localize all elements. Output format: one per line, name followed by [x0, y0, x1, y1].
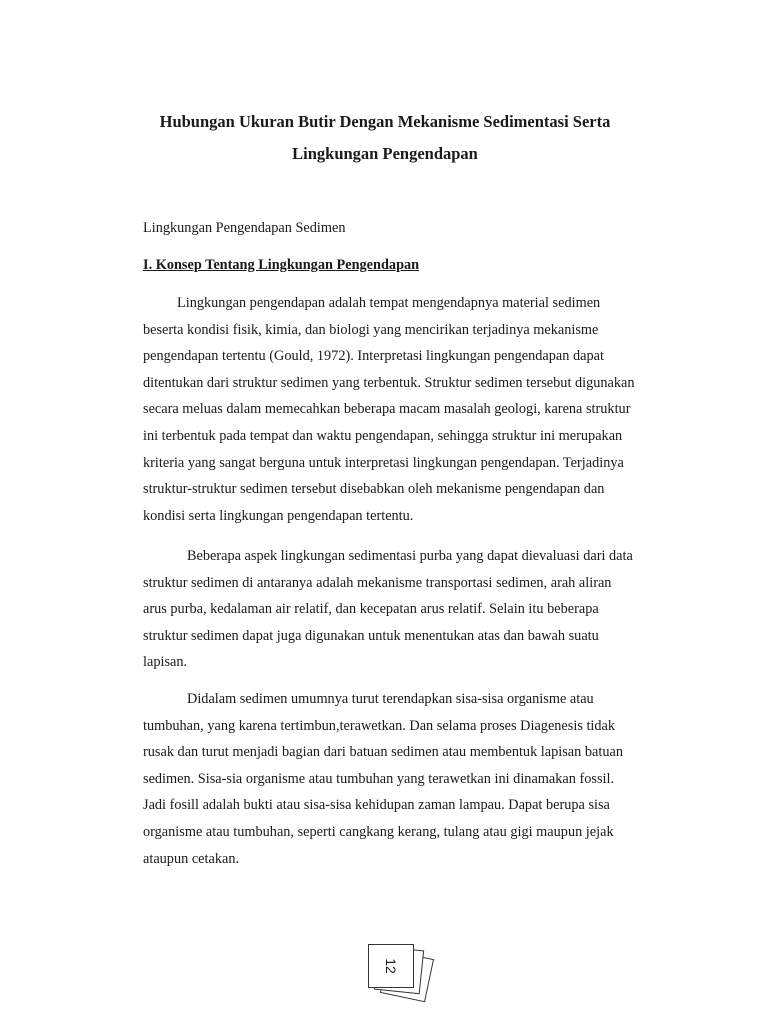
paragraph-2 — [143, 543, 643, 676]
paragraph-line: Lingkungan pengendapan adalah tempat mengendapnya material sedimen — [177, 295, 601, 311]
paragraph-line: ataupun cetakan. — [143, 850, 240, 867]
paragraph-line: sedimen. Sisa-sia organisme atau tumbuhan yang terawetkan ini dinamakan fossil. — [143, 770, 615, 787]
paragraph-line: pengendapan tertentu (Gould, 1972). Interpretasi lingkungan pengendapan dapat — [143, 348, 604, 365]
paragraph-line: ditentukan dari struktur sedimen yang terbentuk. Struktur sedimen tersebut digunakan — [143, 374, 635, 391]
paragraph-line: arus purba, kedalaman air relatif, dan kecepatan arus relatif. Selain itu beberapa — [143, 601, 599, 618]
paragraph-line: Didalam sedimen umumnya turut terendapkan sisa-sisa organisme atau — [187, 691, 594, 707]
paragraph-line: Beberapa aspek lingkungan sedimentasi purba yang dapat dievaluasi dari data — [187, 548, 633, 564]
document-title-line2: Lingkungan Pengendapan — [292, 144, 478, 163]
section-heading: I. Konsep Tentang Lingkungan Pengendapan — [143, 257, 420, 273]
section-label: Lingkungan Pengendapan Sedimen — [143, 220, 346, 236]
paragraph-line: struktur-struktur sedimen tersebut disebabkan oleh mekanisme pengendapan dan — [143, 481, 605, 498]
page-number: 12 — [382, 958, 399, 974]
paragraph-line: lapisan. — [143, 654, 188, 671]
paragraph-line: secara meluas dalam memecahkan beberapa macam masalah geologi, karena struktur — [143, 401, 631, 418]
paragraph-3 — [143, 686, 643, 872]
document-title-line1: Hubungan Ukuran Butir Dengan Mekanisme Sedimentasi Serta — [159, 112, 611, 131]
paragraph-line: tumbuhan, yang karena tertimbun,terawetkan. Dan selama proses Diagenesis tidak — [143, 717, 616, 734]
paragraph-line: rusak dan turut menjadi bagian dari batuan sedimen atau membentuk lapisan batuan — [143, 744, 623, 761]
paragraph-line: beserta kondisi fisik, kimia, dan biologi yang mencirikan terjadinya mekanisme — [143, 321, 599, 338]
page-sheet — [368, 944, 414, 988]
paragraph-line: ini terbentuk pada tempat dan waktu pengendapan, sehingga struktur ini merupakan — [143, 427, 623, 444]
paragraph-line: Jadi fosill adalah bukti atau sisa-sisa kehidupan zaman lampau. Dapat berupa sisa — [143, 797, 610, 814]
paragraph-line: struktur sedimen dapat juga digunakan untuk menentukan atas dan bawah suatu — [143, 627, 599, 644]
paragraph-line: kriteria yang sangat berguna untuk interpretasi lingkungan pengendapan. Terjadinya — [143, 454, 624, 471]
paragraph-line: kondisi serta lingkungan pengendapan tertentu. — [143, 507, 414, 524]
paragraph-1 — [143, 290, 643, 529]
paragraph-line: organisme atau tumbuhan, seperti cangkang kerang, tulang atau gigi maupun jejak — [143, 823, 614, 840]
paragraph-line: struktur sedimen di antaranya adalah mekanisme transportasi sedimen, arah aliran — [143, 574, 612, 591]
page-number-badge — [366, 942, 436, 1002]
